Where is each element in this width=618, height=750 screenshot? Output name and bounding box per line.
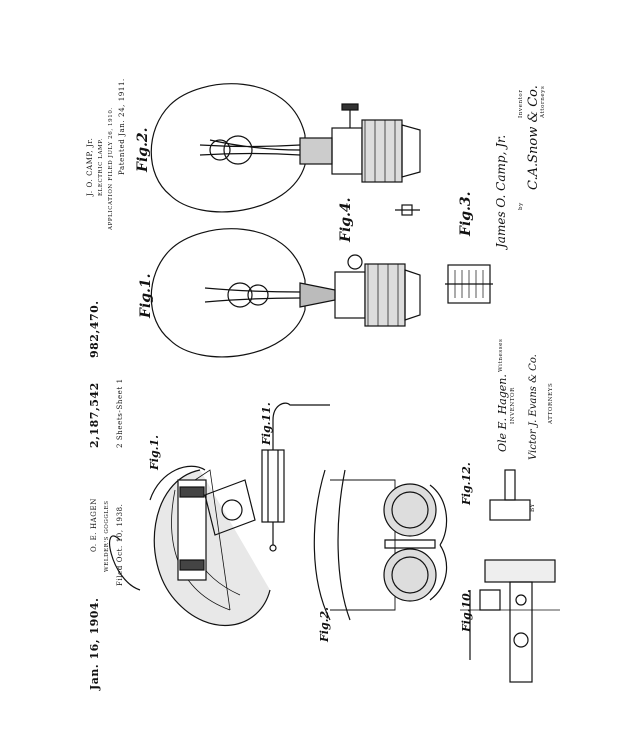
left-patent-filed: Filed Oct. 10, 1938. bbox=[116, 503, 124, 586]
left-inventor-signature: Ole E. Hagen. bbox=[496, 374, 509, 452]
right-inventor-label: Inventor bbox=[518, 89, 524, 118]
right-patent-inventor: J. O. CAMP, Jr. bbox=[86, 137, 94, 196]
fig2-goggles-drawing bbox=[314, 470, 446, 620]
right-witnesses-label: Witnesses bbox=[498, 338, 504, 372]
fig3-fig4-drawing bbox=[395, 205, 493, 303]
left-fig10-label: Fig.10. bbox=[460, 589, 473, 632]
right-patent-number: 982,470. bbox=[88, 300, 101, 358]
right-by-label: by bbox=[518, 202, 524, 210]
left-by-label: BY bbox=[530, 503, 536, 512]
left-patent-number: 2,187,542 bbox=[88, 382, 101, 448]
right-patent-title: ELECTRIC LAMP. bbox=[98, 138, 104, 196]
right-fig1-label: Fig.1. bbox=[138, 273, 154, 318]
left-fig1-label: Fig.1. bbox=[148, 435, 161, 470]
left-patent-sheets: 2 Sheets-Sheet 1 bbox=[116, 378, 124, 448]
right-patent-filed: APPLICATION FILED JULY 26, 1910. bbox=[108, 107, 114, 230]
left-patent-date: Jan. 16, 1904. bbox=[88, 597, 101, 690]
right-fig4-label: Fig.4. bbox=[338, 197, 354, 242]
fig10-fig12-drawing bbox=[460, 470, 560, 682]
fig1-lamp-drawing bbox=[151, 229, 420, 357]
fig1-goggles-drawing bbox=[110, 466, 270, 625]
left-fig2-label: Fig.2. bbox=[318, 607, 331, 642]
left-attorney-label: ATTORNEYS bbox=[548, 382, 554, 424]
right-inventor-signature: James O. Camp, Jr. bbox=[494, 134, 508, 248]
left-patent-inventor: O. E. HAGEN bbox=[90, 498, 98, 552]
right-fig2-label: Fig.2. bbox=[135, 127, 151, 172]
left-fig12-label: Fig.12. bbox=[460, 462, 473, 505]
left-inventor-label: INVENTOR bbox=[510, 387, 516, 424]
left-fig11-label: Fig.11. bbox=[260, 402, 273, 445]
fig2-lamp-drawing bbox=[151, 84, 420, 212]
right-attorney-signature: C.A.Snow & Co. bbox=[526, 85, 541, 190]
left-attorney-signature: Victor J. Evans & Co. bbox=[528, 354, 539, 460]
right-attorney-label: Attorneys bbox=[540, 85, 546, 118]
left-patent-title: WELDER'S GOGGLES bbox=[104, 500, 110, 572]
right-fig3-label: Fig.3. bbox=[458, 191, 474, 236]
right-patent-patented: Patented Jan. 24, 1911. bbox=[118, 78, 126, 175]
